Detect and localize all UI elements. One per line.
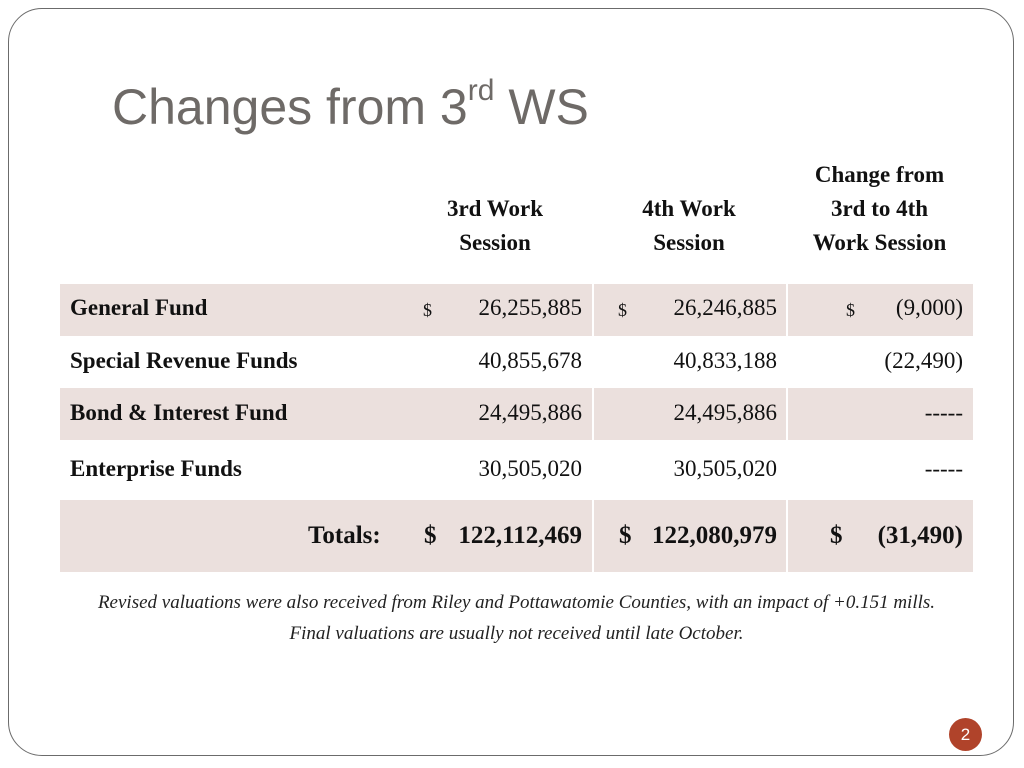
column-header-3rd-work-session: 3rd Work Session xyxy=(446,196,544,255)
total-3rd-session: 122,112,469 xyxy=(458,522,582,549)
footnote: Revised valuations were also received from Riley and Pottawatomie Counties, with an impact of +0.151 mills. Final valuations are usually not received until late October. xyxy=(97,592,936,644)
value-change: (22,490) xyxy=(884,348,963,373)
currency-symbol: $ xyxy=(619,522,632,549)
currency-symbol: $ xyxy=(424,522,437,549)
value-3rd-session: 30,505,020 xyxy=(478,456,582,481)
table-row-special-revenue-funds xyxy=(60,336,973,388)
totals-label: Totals: xyxy=(308,522,381,549)
row-label: Bond & Interest Fund xyxy=(70,400,288,425)
row-label: Special Revenue Funds xyxy=(70,348,298,373)
value-3rd-session: 40,855,678 xyxy=(478,348,582,373)
row-label: Enterprise Funds xyxy=(70,456,242,481)
table-row-enterprise-funds xyxy=(60,440,973,500)
table-row-general-fund xyxy=(60,284,973,336)
currency-symbol: $ xyxy=(830,522,843,549)
total-change: (31,490) xyxy=(877,522,963,549)
value-4th-session: 26,246,885 xyxy=(673,295,777,320)
page-number-badge: 2 xyxy=(949,718,982,751)
slide-title: Changes from 3rd WS xyxy=(112,74,589,135)
value-4th-session: 24,495,886 xyxy=(673,400,777,425)
column-header-change: Change from 3rd to 4th Work Session xyxy=(812,162,947,255)
value-4th-session: 30,505,020 xyxy=(673,456,777,481)
value-3rd-session: 24,495,886 xyxy=(478,400,582,425)
value-change: ----- xyxy=(924,456,963,481)
value-4th-session: 40,833,188 xyxy=(673,348,777,373)
value-change: ----- xyxy=(924,400,963,425)
currency-symbol: $ xyxy=(618,300,627,320)
table-row-totals xyxy=(60,500,973,572)
column-header-4th-work-session: 4th Work Session xyxy=(642,196,736,255)
value-change: (9,000) xyxy=(895,295,963,320)
currency-symbol: $ xyxy=(423,300,432,320)
value-3rd-session: 26,255,885 xyxy=(478,295,582,320)
row-label: General Fund xyxy=(70,295,208,320)
total-4th-session: 122,080,979 xyxy=(652,522,777,549)
currency-symbol: $ xyxy=(846,300,855,320)
table-row-bond-interest-fund xyxy=(60,388,973,440)
